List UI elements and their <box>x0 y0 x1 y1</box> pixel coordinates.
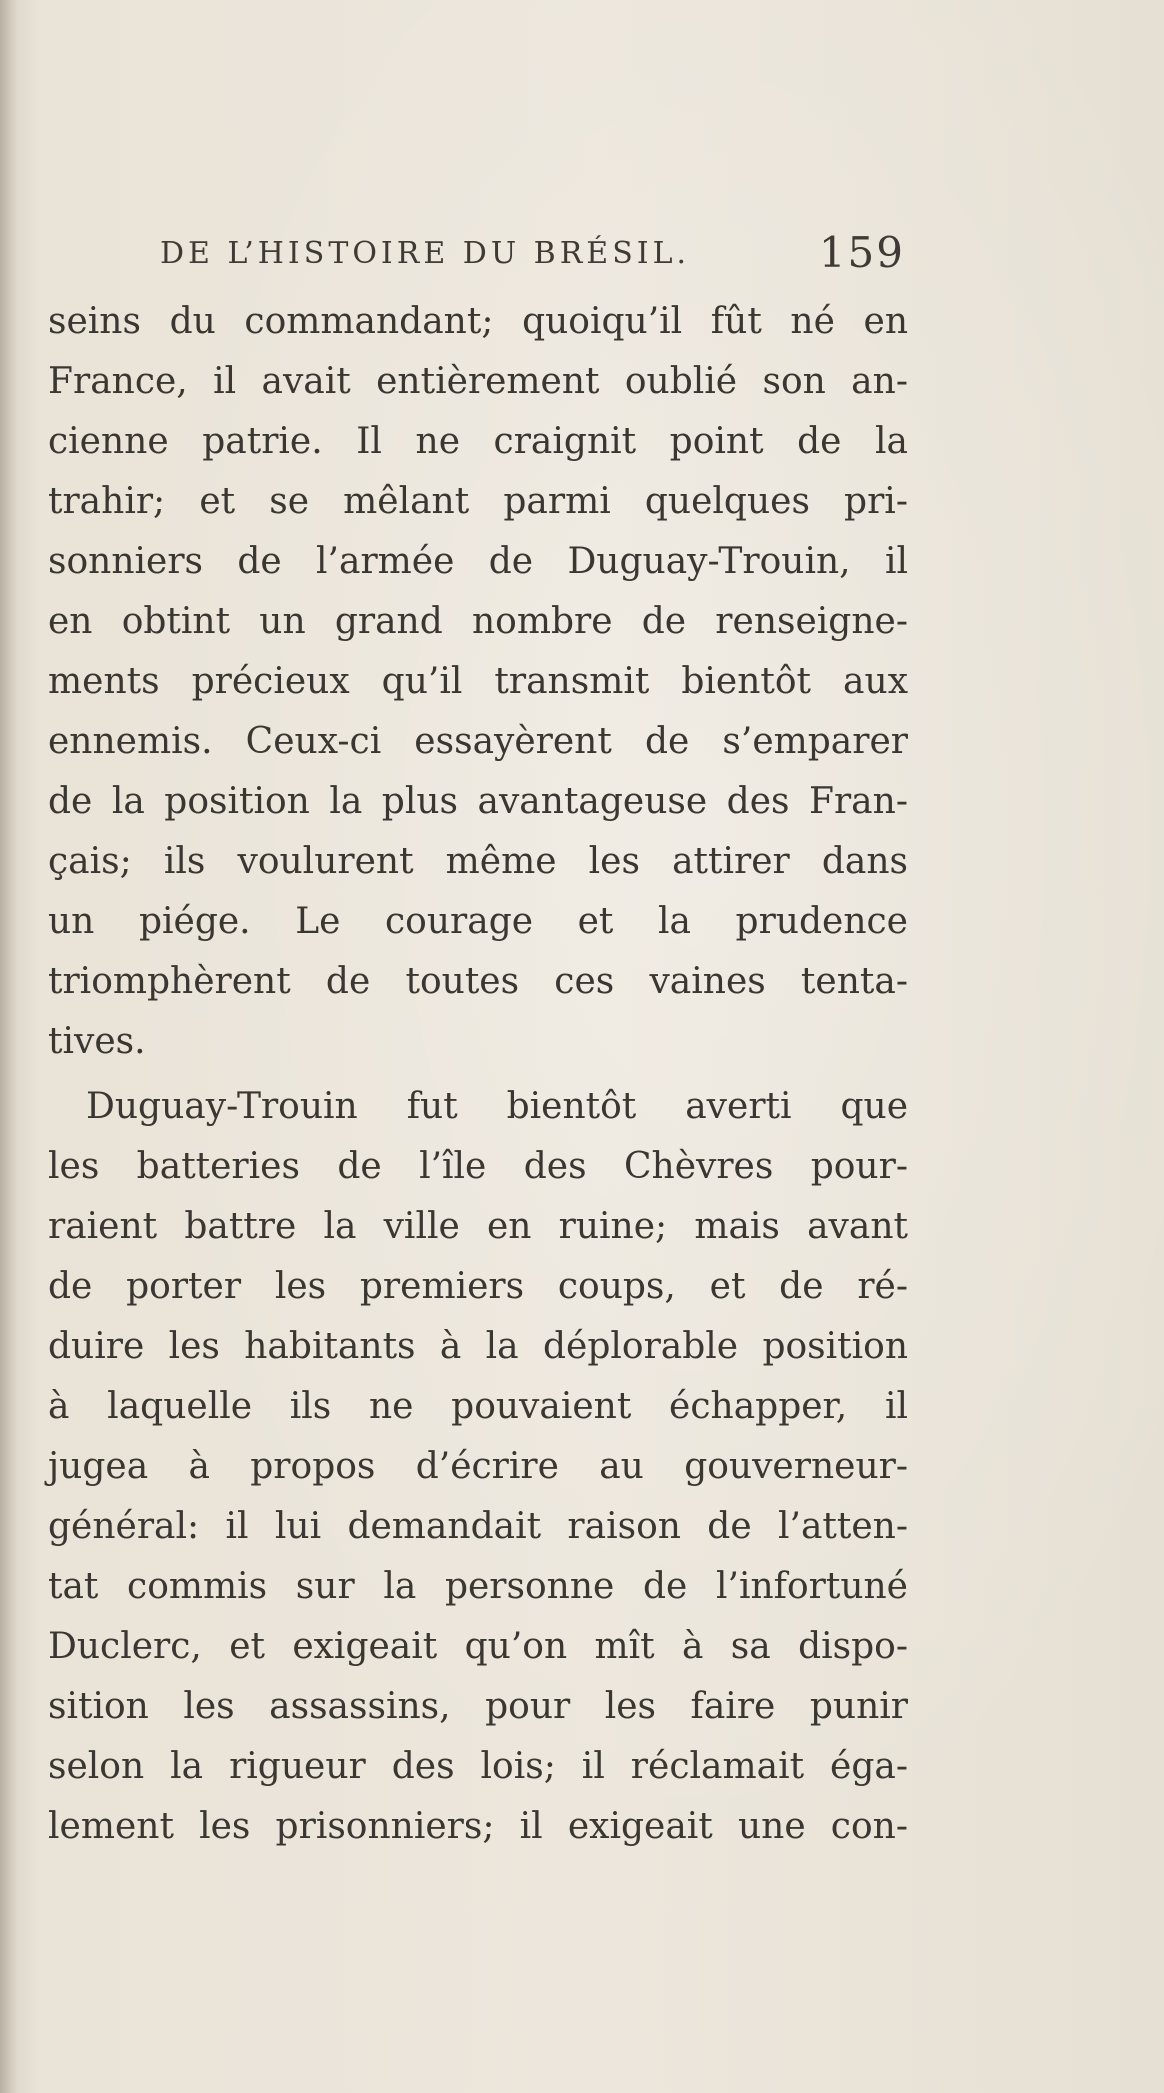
page-gutter-edge <box>0 0 18 2093</box>
text-line: tat commis sur la personne de l’infortuné <box>48 1566 908 1607</box>
text-line: général: il lui demandait raison de l’atten- <box>48 1506 908 1547</box>
text-line: sonniers de l’armée de Duguay-Trouin, il <box>48 541 908 582</box>
paragraph-first-line: Duguay-Trouin fut bientôt averti que <box>86 1086 908 1127</box>
text-line: çais; ils voulurent même les attirer dans <box>48 841 908 882</box>
text-line: lement les prisonniers; il exigeait une con- <box>48 1806 908 1847</box>
text-line: de porter les premiers coups, et de ré- <box>48 1266 908 1307</box>
text-line: jugea à propos d’écrire au gouverneur- <box>48 1446 908 1487</box>
text-line: France, il avait entièrement oublié son an- <box>48 361 908 402</box>
running-title: DE L’HISTOIRE DU BRÉSIL. <box>160 236 691 271</box>
text-line: un piége. Le courage et la prudence <box>48 901 908 942</box>
text-line: de la position la plus avantageuse des Fran- <box>48 781 908 822</box>
text-line: les batteries de l’île des Chèvres pour- <box>48 1146 908 1187</box>
text-line: cienne patrie. Il ne craignit point de la <box>48 421 908 462</box>
text-line: selon la rigueur des lois; il réclamait éga- <box>48 1746 908 1787</box>
text-line: Duclerc, et exigeait qu’on mît à sa dispo- <box>48 1626 908 1667</box>
text-line: duire les habitants à la déplorable position <box>48 1326 908 1367</box>
text-line: à laquelle ils ne pouvaient échapper, il <box>48 1386 908 1427</box>
text-line: sition les assassins, pour les faire punir <box>48 1686 908 1727</box>
text-line: trahir; et se mêlant parmi quelques pri- <box>48 481 908 522</box>
text-line: ments précieux qu’il transmit bientôt aux <box>48 661 908 702</box>
text-line: seins du commandant; quoiqu’il fût né en <box>48 301 908 342</box>
page-number: 159 <box>818 228 905 277</box>
text-line: ennemis. Ceux-ci essayèrent de s’emparer <box>48 721 908 762</box>
text-line: triomphèrent de toutes ces vaines tenta- <box>48 961 908 1002</box>
text-line: raient battre la ville en ruine; mais avant <box>48 1206 908 1247</box>
body-text <box>28 292 908 1857</box>
running-head <box>160 228 905 284</box>
text-line: en obtint un grand nombre de renseigne- <box>48 601 908 642</box>
text-line: tives. <box>48 1021 146 1062</box>
